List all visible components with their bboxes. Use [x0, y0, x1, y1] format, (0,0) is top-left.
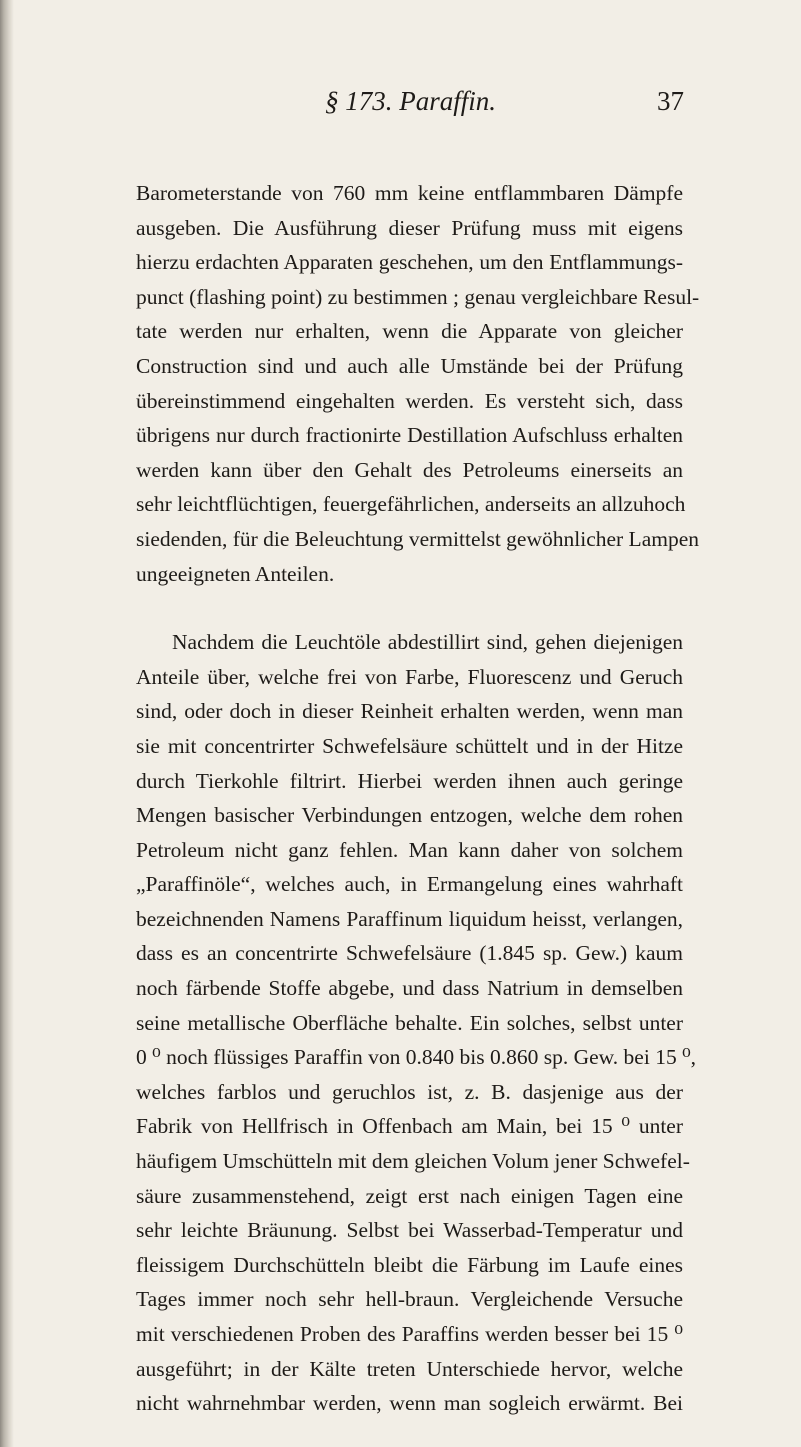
text-line: nicht wahrnehmbar werden, wenn man sogleich erwärmt. Bei [136, 1391, 683, 1416]
text-line: hierzu erdachten Apparaten geschehen, um den Entflammungs- [136, 250, 683, 275]
text-line: werden kann über den Gehalt des Petroleums einerseits an [136, 457, 683, 482]
text-line: welches farblos und geruchlos ist, z. B. dasjenige aus der [136, 1079, 683, 1104]
text-line: häufigem Umschütteln mit dem gleichen Volum jener Schwefel- [136, 1149, 690, 1174]
text-line: sie mit concentrirter Schwefelsäure schüttelt und in der Hitze [136, 733, 683, 758]
text-line: Anteile über, welche frei von Farbe, Fluorescenz und Geruch [136, 664, 683, 689]
text-line: ausgeführt; in der Kälte treten Unterschiede hervor, welche [136, 1356, 683, 1381]
text-line: tate werden nur erhalten, wenn die Apparate von gleicher [136, 319, 683, 344]
text-line: „Paraffinöle“, welches auch, in Ermangelung eines wahrhaft [136, 872, 683, 897]
text-line: 0 ⁰ noch flüssiges Paraffin von 0.840 bis 0.860 sp. Gew. bei 15 ⁰, [136, 1045, 697, 1070]
page-header [137, 81, 684, 121]
text-line: sehr leichtflüchtigen, feuergefährlichen, anderseits an allzuhoch [136, 492, 686, 517]
text-line: seine metallische Oberfläche behalte. Ein solches, selbst unter [136, 1010, 683, 1035]
text-line: Fabrik von Hellfrisch in Offenbach am Main, bei 15 ⁰ unter [136, 1114, 683, 1139]
text-line: Petroleum nicht ganz fehlen. Man kann daher von solchem [136, 837, 683, 862]
text-line: punct (flashing point) zu bestimmen ; genau vergleichbare Resul- [136, 284, 700, 309]
book-gutter-shadow [0, 0, 14, 1447]
text-line: ungeeigneten Anteilen. [136, 561, 335, 586]
paragraph-1 [136, 176, 700, 591]
text-line: noch färbende Stoffe abgebe, und dass Natrium in demselben [136, 976, 683, 1001]
text-line: Mengen basischer Verbindungen entzogen, welche dem rohen [136, 803, 683, 828]
text-line: durch Tierkohle filtrirt. Hierbei werden ihnen auch geringe [136, 768, 683, 793]
paragraph-2 [136, 625, 697, 1421]
text-line: mit verschiedenen Proben des Paraffins werden besser bei 15 ⁰ [136, 1322, 683, 1346]
text-line: sehr leichte Bräunung. Selbst bei Wasserbad-Temperatur und [136, 1218, 683, 1243]
page-number: 37 [657, 86, 684, 116]
text-line: dass es an concentrirte Schwefelsäure (1.845 sp. Gew.) kaum [136, 941, 683, 966]
text-line: ausgeben. Die Ausführung dieser Prüfung muss mit eigens [136, 215, 683, 240]
text-line: Tages immer noch sehr hell-braun. Vergleichende Versuche [136, 1287, 683, 1312]
text-line: fleissigem Durchschütteln bleibt die Färbung im Laufe eines [136, 1252, 683, 1277]
text-line: bezeichnenden Namens Paraffinum liquidum heisst, verlangen, [136, 906, 683, 931]
text-line: säure zusammenstehend, zeigt erst nach einigen Tagen eine [136, 1183, 683, 1208]
text-line: Barometerstande von 760 mm keine entflammbaren Dämpfe [136, 181, 683, 205]
body-text [136, 176, 700, 1421]
text-line: Nachdem die Leuchtöle abdestillirt sind, gehen diejenigen [172, 630, 683, 655]
running-head: § 173. Paraffin. [324, 86, 496, 116]
text-line: übereinstimmend eingehalten werden. Es versteht sich, dass [136, 388, 683, 413]
text-line: sind, oder doch in dieser Reinheit erhalten werden, wenn man [136, 699, 683, 724]
text-line: übrigens nur durch fractionirte Destillation Aufschluss erhalten [136, 423, 683, 448]
text-line: siedenden, für die Beleuchtung vermittelst gewöhnlicher Lampen [136, 526, 699, 551]
text-line: Construction sind und auch alle Umstände bei der Prüfung [136, 353, 683, 378]
